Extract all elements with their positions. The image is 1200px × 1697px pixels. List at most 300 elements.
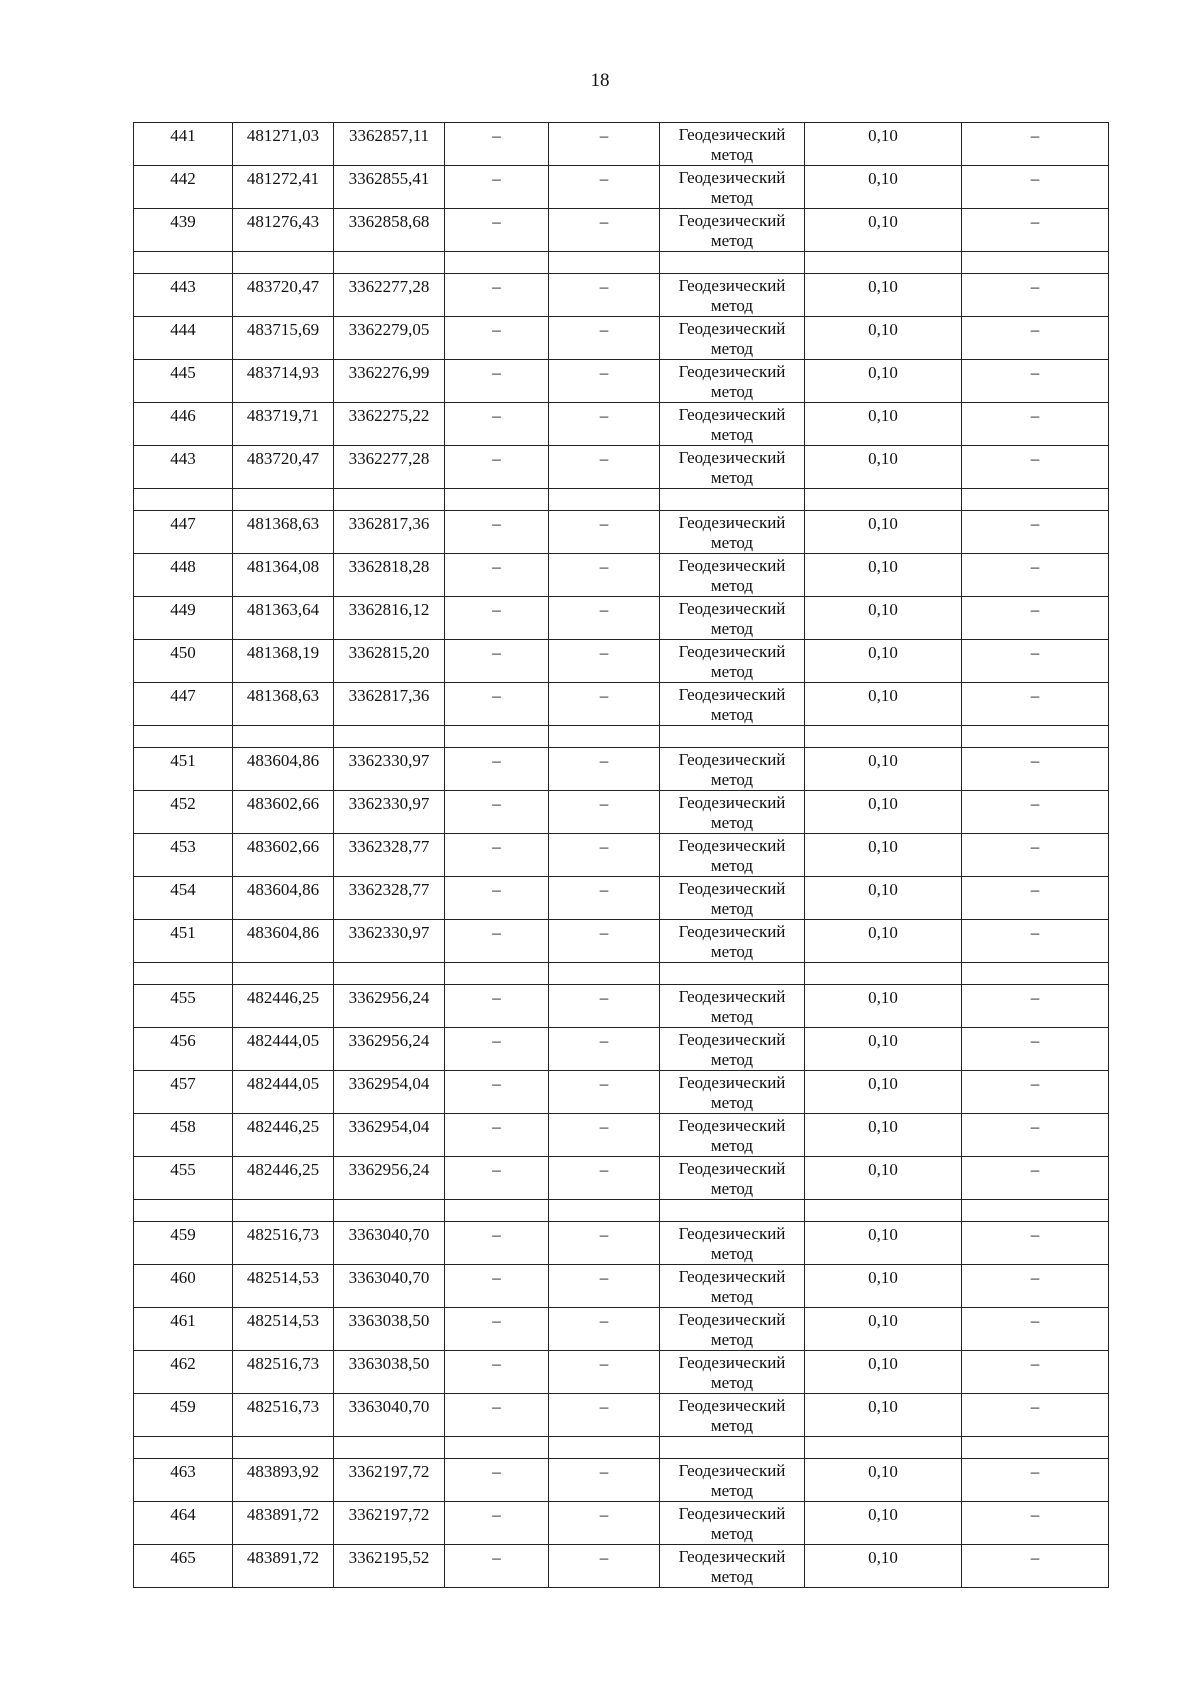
table-row [134,1459,1109,1502]
group-separator-row [134,489,1109,511]
point-number-cell: 439 [134,209,233,252]
method-cell: Геодезический метод [660,1222,805,1265]
dash-cell: – [445,166,549,209]
x-coordinate-cell: 482516,73 [233,1222,334,1265]
dash-cell: – [549,446,660,489]
dash-cell: – [962,1157,1109,1200]
dash-cell: – [549,1502,660,1545]
table-row [134,1157,1109,1200]
point-number-cell: 442 [134,166,233,209]
precision-cell: 0,10 [805,683,962,726]
precision-cell: 0,10 [805,1545,962,1588]
table-row [134,123,1109,166]
dash-cell: – [549,317,660,360]
empty-cell [445,489,549,511]
point-number-cell: 444 [134,317,233,360]
y-coordinate-cell: 3362815,20 [334,640,445,683]
empty-cell [549,726,660,748]
empty-cell [660,1437,805,1459]
x-coordinate-cell: 481363,64 [233,597,334,640]
dash-cell: – [549,1265,660,1308]
empty-cell [134,489,233,511]
x-coordinate-cell: 483604,86 [233,748,334,791]
table-row [134,1394,1109,1437]
point-number-cell: 451 [134,920,233,963]
dash-cell: – [962,791,1109,834]
dash-cell: – [549,683,660,726]
dash-cell: – [549,640,660,683]
empty-cell [334,1437,445,1459]
x-coordinate-cell: 481276,43 [233,209,334,252]
precision-cell: 0,10 [805,1308,962,1351]
dash-cell: – [445,403,549,446]
dash-cell: – [549,1308,660,1351]
dash-cell: – [962,360,1109,403]
y-coordinate-cell: 3362277,28 [334,274,445,317]
precision-cell: 0,10 [805,511,962,554]
empty-cell [334,1200,445,1222]
x-coordinate-cell: 483891,72 [233,1545,334,1588]
x-coordinate-cell: 482444,05 [233,1071,334,1114]
dash-cell: – [445,683,549,726]
dash-cell: – [549,511,660,554]
precision-cell: 0,10 [805,1265,962,1308]
point-number-cell: 445 [134,360,233,403]
y-coordinate-cell: 3362954,04 [334,1071,445,1114]
empty-cell [660,963,805,985]
dash-cell: – [549,209,660,252]
empty-cell [233,963,334,985]
empty-cell [660,252,805,274]
point-number-cell: 443 [134,446,233,489]
point-number-cell: 463 [134,1459,233,1502]
x-coordinate-cell: 481368,19 [233,640,334,683]
dash-cell: – [962,123,1109,166]
empty-cell [962,1437,1109,1459]
precision-cell: 0,10 [805,1071,962,1114]
empty-cell [233,1200,334,1222]
table-row [134,1545,1109,1588]
dash-cell: – [962,1459,1109,1502]
table-row [134,985,1109,1028]
table-row [134,1114,1109,1157]
empty-cell [660,489,805,511]
precision-cell: 0,10 [805,834,962,877]
table-row [134,834,1109,877]
dash-cell: – [445,1071,549,1114]
dash-cell: – [549,920,660,963]
precision-cell: 0,10 [805,166,962,209]
point-number-cell: 449 [134,597,233,640]
empty-cell [334,963,445,985]
group-separator-row [134,1200,1109,1222]
method-cell: Геодезический метод [660,834,805,877]
empty-cell [334,489,445,511]
method-cell: Геодезический метод [660,403,805,446]
precision-cell: 0,10 [805,1394,962,1437]
dash-cell: – [445,1028,549,1071]
x-coordinate-cell: 482514,53 [233,1308,334,1351]
table-row [134,640,1109,683]
point-number-cell: 456 [134,1028,233,1071]
empty-cell [805,252,962,274]
y-coordinate-cell: 3363038,50 [334,1308,445,1351]
dash-cell: – [445,1545,549,1588]
x-coordinate-cell: 483604,86 [233,877,334,920]
method-cell: Геодезический метод [660,1028,805,1071]
point-number-cell: 451 [134,748,233,791]
empty-cell [805,489,962,511]
empty-cell [445,963,549,985]
x-coordinate-cell: 481368,63 [233,683,334,726]
table-row [134,1222,1109,1265]
method-cell: Геодезический метод [660,1114,805,1157]
method-cell: Геодезический метод [660,640,805,683]
table-row [134,446,1109,489]
method-cell: Геодезический метод [660,511,805,554]
empty-cell [334,252,445,274]
y-coordinate-cell: 3362817,36 [334,511,445,554]
empty-cell [134,1200,233,1222]
empty-cell [134,963,233,985]
precision-cell: 0,10 [805,360,962,403]
dash-cell: – [962,985,1109,1028]
method-cell: Геодезический метод [660,1351,805,1394]
dash-cell: – [549,166,660,209]
point-number-cell: 459 [134,1394,233,1437]
x-coordinate-cell: 483602,66 [233,834,334,877]
x-coordinate-cell: 483891,72 [233,1502,334,1545]
method-cell: Геодезический метод [660,274,805,317]
empty-cell [805,1437,962,1459]
y-coordinate-cell: 3362276,99 [334,360,445,403]
dash-cell: – [445,1394,549,1437]
dash-cell: – [445,1157,549,1200]
dash-cell: – [445,511,549,554]
table-row [134,920,1109,963]
point-number-cell: 455 [134,985,233,1028]
table-row [134,209,1109,252]
dash-cell: – [549,1459,660,1502]
dash-cell: – [962,1265,1109,1308]
empty-cell [233,489,334,511]
dash-cell: – [962,403,1109,446]
method-cell: Геодезический метод [660,1459,805,1502]
table-row [134,1265,1109,1308]
point-number-cell: 462 [134,1351,233,1394]
dash-cell: – [962,1222,1109,1265]
dash-cell: – [962,920,1109,963]
dash-cell: – [962,640,1109,683]
method-cell: Геодезический метод [660,985,805,1028]
dash-cell: – [962,274,1109,317]
y-coordinate-cell: 3362275,22 [334,403,445,446]
empty-cell [134,726,233,748]
dash-cell: – [445,834,549,877]
dash-cell: – [962,1351,1109,1394]
precision-cell: 0,10 [805,920,962,963]
precision-cell: 0,10 [805,403,962,446]
y-coordinate-cell: 3362197,72 [334,1502,445,1545]
x-coordinate-cell: 483893,92 [233,1459,334,1502]
page-number: 18 [590,70,610,91]
point-number-cell: 452 [134,791,233,834]
dash-cell: – [445,317,549,360]
dash-cell: – [549,1351,660,1394]
x-coordinate-cell: 481368,63 [233,511,334,554]
x-coordinate-cell: 482446,25 [233,1157,334,1200]
y-coordinate-cell: 3363040,70 [334,1394,445,1437]
point-number-cell: 447 [134,511,233,554]
method-cell: Геодезический метод [660,1265,805,1308]
empty-cell [233,726,334,748]
x-coordinate-cell: 482516,73 [233,1351,334,1394]
table-row [134,1502,1109,1545]
dash-cell: – [445,877,549,920]
y-coordinate-cell: 3363038,50 [334,1351,445,1394]
y-coordinate-cell: 3362956,24 [334,985,445,1028]
y-coordinate-cell: 3362855,41 [334,166,445,209]
y-coordinate-cell: 3362195,52 [334,1545,445,1588]
empty-cell [962,1200,1109,1222]
dash-cell: – [962,446,1109,489]
y-coordinate-cell: 3362330,97 [334,748,445,791]
precision-cell: 0,10 [805,1157,962,1200]
dash-cell: – [549,403,660,446]
point-number-cell: 460 [134,1265,233,1308]
dash-cell: – [549,1157,660,1200]
precision-cell: 0,10 [805,877,962,920]
empty-cell [549,963,660,985]
point-number-cell: 454 [134,877,233,920]
y-coordinate-cell: 3362817,36 [334,683,445,726]
table-row [134,274,1109,317]
empty-cell [445,252,549,274]
precision-cell: 0,10 [805,1351,962,1394]
precision-cell: 0,10 [805,1459,962,1502]
dash-cell: – [549,791,660,834]
dash-cell: – [962,683,1109,726]
x-coordinate-cell: 483715,69 [233,317,334,360]
point-number-cell: 465 [134,1545,233,1588]
point-number-cell: 461 [134,1308,233,1351]
precision-cell: 0,10 [805,1502,962,1545]
x-coordinate-cell: 483720,47 [233,446,334,489]
dash-cell: – [962,597,1109,640]
table-row [134,554,1109,597]
dash-cell: – [962,1071,1109,1114]
table-row [134,1351,1109,1394]
method-cell: Геодезический метод [660,166,805,209]
precision-cell: 0,10 [805,1114,962,1157]
method-cell: Геодезический метод [660,748,805,791]
group-separator-row [134,726,1109,748]
precision-cell: 0,10 [805,748,962,791]
dash-cell: – [549,1394,660,1437]
empty-cell [549,1200,660,1222]
dash-cell: – [962,554,1109,597]
precision-cell: 0,10 [805,597,962,640]
dash-cell: – [549,985,660,1028]
table-row [134,360,1109,403]
method-cell: Геодезический метод [660,1308,805,1351]
table-row [134,1308,1109,1351]
y-coordinate-cell: 3362818,28 [334,554,445,597]
dash-cell: – [962,166,1109,209]
table-row [134,748,1109,791]
method-cell: Геодезический метод [660,1394,805,1437]
empty-cell [962,726,1109,748]
empty-cell [445,1200,549,1222]
method-cell: Геодезический метод [660,597,805,640]
method-cell: Геодезический метод [660,683,805,726]
dash-cell: – [549,554,660,597]
table-row [134,317,1109,360]
group-separator-row [134,963,1109,985]
dash-cell: – [549,748,660,791]
table-row [134,511,1109,554]
empty-cell [805,726,962,748]
point-number-cell: 457 [134,1071,233,1114]
dash-cell: – [445,1265,549,1308]
point-number-cell: 459 [134,1222,233,1265]
empty-cell [233,252,334,274]
y-coordinate-cell: 3362328,77 [334,834,445,877]
precision-cell: 0,10 [805,791,962,834]
dash-cell: – [445,791,549,834]
point-number-cell: 453 [134,834,233,877]
method-cell: Геодезический метод [660,446,805,489]
table-row [134,597,1109,640]
point-number-cell: 450 [134,640,233,683]
dash-cell: – [962,877,1109,920]
method-cell: Геодезический метод [660,1502,805,1545]
table-row [134,683,1109,726]
dash-cell: – [962,511,1109,554]
table-row [134,403,1109,446]
dash-cell: – [445,1308,549,1351]
y-coordinate-cell: 3362197,72 [334,1459,445,1502]
method-cell: Геодезический метод [660,920,805,963]
dash-cell: – [445,1351,549,1394]
y-coordinate-cell: 3362858,68 [334,209,445,252]
empty-cell [233,1437,334,1459]
y-coordinate-cell: 3362956,24 [334,1028,445,1071]
precision-cell: 0,10 [805,123,962,166]
dash-cell: – [445,748,549,791]
dash-cell: – [549,877,660,920]
dash-cell: – [445,920,549,963]
method-cell: Геодезический метод [660,360,805,403]
dash-cell: – [445,123,549,166]
y-coordinate-cell: 3362816,12 [334,597,445,640]
coordinates-table [133,122,1109,1588]
empty-cell [134,1437,233,1459]
y-coordinate-cell: 3362330,97 [334,920,445,963]
dash-cell: – [549,1114,660,1157]
precision-cell: 0,10 [805,640,962,683]
precision-cell: 0,10 [805,274,962,317]
dash-cell: – [445,1222,549,1265]
method-cell: Геодезический метод [660,554,805,597]
dash-cell: – [549,1545,660,1588]
dash-cell: – [549,1071,660,1114]
dash-cell: – [962,834,1109,877]
table-row [134,166,1109,209]
dash-cell: – [549,1222,660,1265]
method-cell: Геодезический метод [660,877,805,920]
y-coordinate-cell: 3363040,70 [334,1265,445,1308]
y-coordinate-cell: 3363040,70 [334,1222,445,1265]
dash-cell: – [549,834,660,877]
precision-cell: 0,10 [805,446,962,489]
point-number-cell: 448 [134,554,233,597]
method-cell: Геодезический метод [660,791,805,834]
x-coordinate-cell: 481271,03 [233,123,334,166]
point-number-cell: 443 [134,274,233,317]
y-coordinate-cell: 3362277,28 [334,446,445,489]
x-coordinate-cell: 483604,86 [233,920,334,963]
empty-cell [962,489,1109,511]
dash-cell: – [962,1545,1109,1588]
dash-cell: – [549,123,660,166]
x-coordinate-cell: 482446,25 [233,1114,334,1157]
dash-cell: – [445,274,549,317]
y-coordinate-cell: 3362328,77 [334,877,445,920]
x-coordinate-cell: 481364,08 [233,554,334,597]
dash-cell: – [962,1502,1109,1545]
empty-cell [134,252,233,274]
dash-cell: – [445,1459,549,1502]
dash-cell: – [549,360,660,403]
point-number-cell: 464 [134,1502,233,1545]
dash-cell: – [962,209,1109,252]
empty-cell [805,963,962,985]
dash-cell: – [445,985,549,1028]
empty-cell [660,1200,805,1222]
point-number-cell: 447 [134,683,233,726]
method-cell: Геодезический метод [660,317,805,360]
dash-cell: – [962,748,1109,791]
x-coordinate-cell: 481272,41 [233,166,334,209]
x-coordinate-cell: 483720,47 [233,274,334,317]
table-row [134,1028,1109,1071]
empty-cell [805,1200,962,1222]
precision-cell: 0,10 [805,985,962,1028]
y-coordinate-cell: 3362956,24 [334,1157,445,1200]
empty-cell [445,1437,549,1459]
x-coordinate-cell: 482446,25 [233,985,334,1028]
empty-cell [334,726,445,748]
dash-cell: – [445,640,549,683]
dash-cell: – [445,554,549,597]
precision-cell: 0,10 [805,1028,962,1071]
method-cell: Геодезический метод [660,1157,805,1200]
method-cell: Геодезический метод [660,1545,805,1588]
dash-cell: – [445,209,549,252]
point-number-cell: 446 [134,403,233,446]
group-separator-row [134,1437,1109,1459]
dash-cell: – [445,446,549,489]
table-row [134,877,1109,920]
method-cell: Геодезический метод [660,123,805,166]
y-coordinate-cell: 3362857,11 [334,123,445,166]
point-number-cell: 441 [134,123,233,166]
x-coordinate-cell: 482444,05 [233,1028,334,1071]
dash-cell: – [445,1502,549,1545]
dash-cell: – [445,1114,549,1157]
point-number-cell: 458 [134,1114,233,1157]
